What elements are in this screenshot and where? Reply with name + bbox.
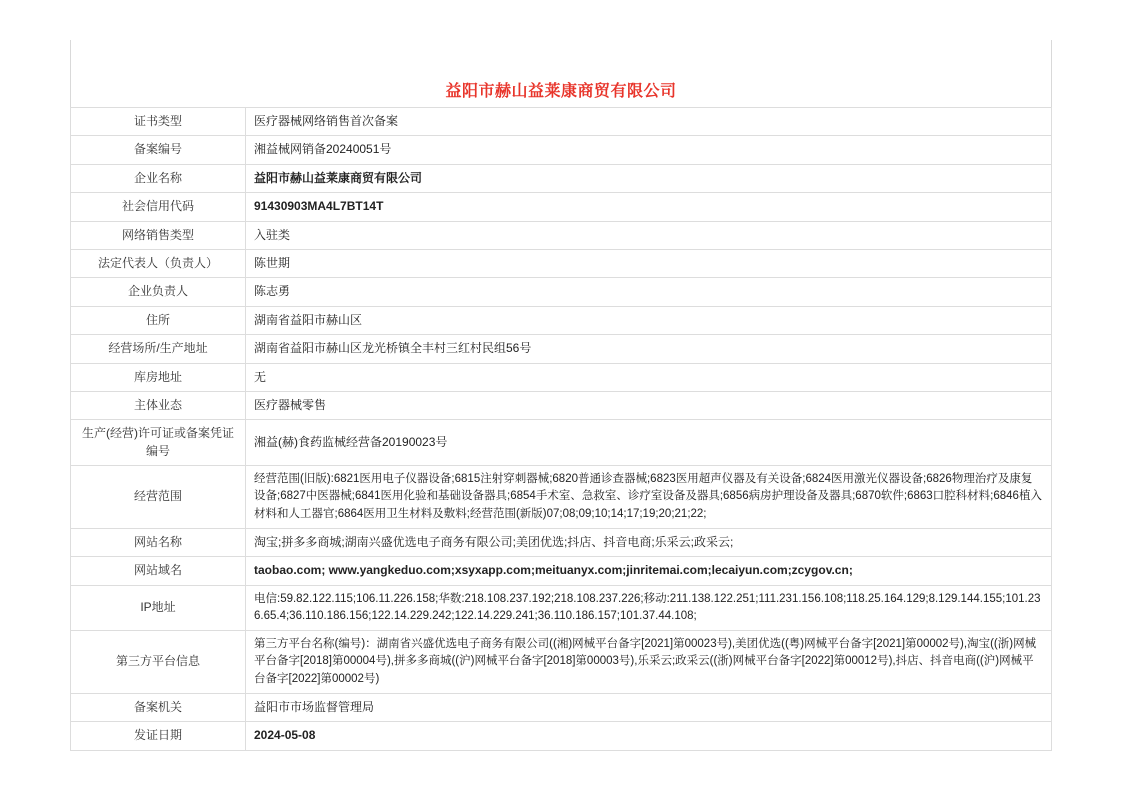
table-row bbox=[71, 722, 1052, 750]
row-label: 第三方平台信息 bbox=[71, 631, 246, 694]
row-value: taobao.com; www.yangkeduo.com;xsyxapp.com;meituanyx.com;jinritemai.com;lecaiyun.com;zcygov.cn; bbox=[246, 557, 1052, 585]
table-row bbox=[71, 136, 1052, 164]
row-label: 网站名称 bbox=[71, 528, 246, 556]
table-row bbox=[71, 631, 1052, 694]
row-label: 主体业态 bbox=[71, 391, 246, 419]
row-value: 陈志勇 bbox=[246, 278, 1052, 306]
row-label: 备案编号 bbox=[71, 136, 246, 164]
row-value: 医疗器械网络销售首次备案 bbox=[246, 108, 1052, 136]
row-label: 企业负责人 bbox=[71, 278, 246, 306]
table-row bbox=[71, 585, 1052, 631]
table-row bbox=[71, 363, 1052, 391]
row-value: 陈世期 bbox=[246, 249, 1052, 277]
row-value: 益阳市市场监督管理局 bbox=[246, 693, 1052, 721]
row-label: 证书类型 bbox=[71, 108, 246, 136]
row-value: 入驻类 bbox=[246, 221, 1052, 249]
row-value: 电信:59.82.122.115;106.11.226.158;华数:218.108.237.192;218.108.237.226;移动:211.138.122.251;111.231.156.108;118.25.164.129;8.129.144.155;101.236.65.4;36.110.186.156;122.14.229.242;122.14.229.241;36.110.186.157;101.37.44.108; bbox=[246, 585, 1052, 631]
row-value: 经营范围(旧版):6821医用电子仪器设备;6815注射穿刺器械;6820普通诊查器械;6823医用超声仪器及有关设备;6824医用激光仪器设备;6826物理治疗及康复设备;6827中医器械;6841医用化验和基础设备器具;6854手术室、急救室、诊疗室设备及器具;6856病房护理设备及器具;6870软件;6863口腔科材料;6846植入材料和人工器官;6864医用卫生材料及敷料;经营范围(新版)07;08;09;10;14;17;19;20;21;22; bbox=[246, 466, 1052, 529]
row-label: 生产(经营)许可证或备案凭证编号 bbox=[71, 420, 246, 466]
row-label: 库房地址 bbox=[71, 363, 246, 391]
table-row bbox=[71, 528, 1052, 556]
row-label: IP地址 bbox=[71, 585, 246, 631]
row-label: 发证日期 bbox=[71, 722, 246, 750]
row-value: 益阳市赫山益莱康商贸有限公司 bbox=[246, 164, 1052, 192]
row-label: 企业名称 bbox=[71, 164, 246, 192]
table-row bbox=[71, 193, 1052, 221]
table-row bbox=[71, 466, 1052, 529]
table-row bbox=[71, 391, 1052, 419]
record-table bbox=[70, 107, 1052, 751]
table-row bbox=[71, 221, 1052, 249]
row-value: 91430903MA4L7BT14T bbox=[246, 193, 1052, 221]
table-row bbox=[71, 420, 1052, 466]
row-label: 法定代表人（负责人） bbox=[71, 249, 246, 277]
row-label: 网络销售类型 bbox=[71, 221, 246, 249]
table-row bbox=[71, 306, 1052, 334]
table-row bbox=[71, 108, 1052, 136]
table-row bbox=[71, 557, 1052, 585]
row-label: 住所 bbox=[71, 306, 246, 334]
page-title: 益阳市赫山益莱康商贸有限公司 bbox=[445, 83, 677, 100]
row-value: 无 bbox=[246, 363, 1052, 391]
row-value: 湘益(赫)食药监械经营备20190023号 bbox=[246, 420, 1052, 466]
row-label: 经营范围 bbox=[71, 466, 246, 529]
table-row bbox=[71, 278, 1052, 306]
row-label: 社会信用代码 bbox=[71, 193, 246, 221]
row-value: 淘宝;拼多多商城;湖南兴盛优选电子商务有限公司;美团优选;抖店、抖音电商;乐采云;政采云; bbox=[246, 528, 1052, 556]
record-table-body bbox=[71, 108, 1052, 751]
table-row bbox=[71, 693, 1052, 721]
row-value: 2024-05-08 bbox=[246, 722, 1052, 750]
row-value: 湘益械网销备20240051号 bbox=[246, 136, 1052, 164]
table-row bbox=[71, 249, 1052, 277]
row-value: 湖南省益阳市赫山区龙光桥镇全丰村三红村民组56号 bbox=[246, 335, 1052, 363]
row-value: 湖南省益阳市赫山区 bbox=[246, 306, 1052, 334]
row-label: 经营场所/生产地址 bbox=[71, 335, 246, 363]
row-value: 第三方平台名称(编号)：湖南省兴盛优选电子商务有限公司((湘)网械平台备字[2021]第00023号),美团优选((粤)网械平台备字[2021]第00002号),淘宝((浙)网械平台备字[2018]第00004号),拼多多商城((沪)网械平台备字[2018]第00003号),乐采云;政采云((浙)网械平台备字[2022]第00012号),抖店、抖音电商((沪)网械平台备字[2022]第00002号) bbox=[246, 631, 1052, 694]
row-value: 医疗器械零售 bbox=[246, 391, 1052, 419]
row-label: 网站域名 bbox=[71, 557, 246, 585]
table-row bbox=[71, 335, 1052, 363]
row-label: 备案机关 bbox=[71, 693, 246, 721]
table-row bbox=[71, 164, 1052, 192]
